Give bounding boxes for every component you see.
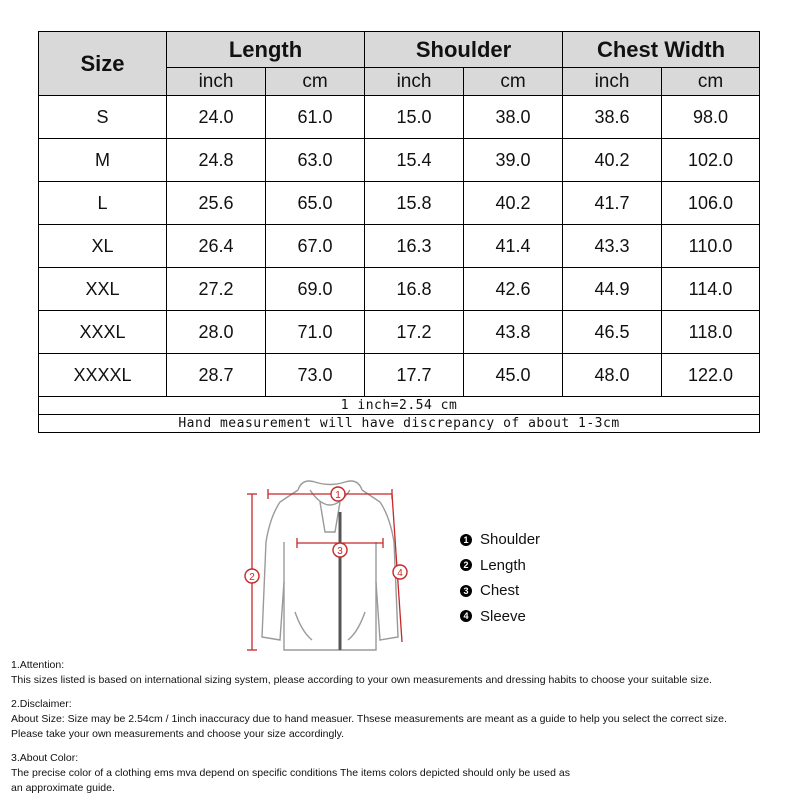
number-2-icon: 2 <box>460 559 472 571</box>
shoulder-inch-cell: 17.2 <box>365 311 464 354</box>
discrepancy-note-row <box>39 415 760 433</box>
svg-text:3: 3 <box>337 546 343 557</box>
marker-3-icon <box>333 543 347 557</box>
chest-header: Chest Width <box>563 32 760 68</box>
length-cm-cell: 65.0 <box>266 182 365 225</box>
notes-section <box>11 658 796 796</box>
size-cell: XXXL <box>39 311 167 354</box>
color-title: 3.About Color: <box>11 752 79 764</box>
shoulder-inch-cell: 16.3 <box>365 225 464 268</box>
chest-cm-cell: 122.0 <box>662 354 760 397</box>
table-row <box>39 311 760 354</box>
unit-cm: cm <box>662 68 760 96</box>
marker-2-icon <box>245 569 259 583</box>
length-inch-cell: 26.4 <box>167 225 266 268</box>
color-text: an approximate guide. <box>11 782 115 794</box>
legend-item <box>460 553 540 579</box>
length-inch-cell: 28.0 <box>167 311 266 354</box>
length-cm-cell: 69.0 <box>266 268 365 311</box>
chest-cm-cell: 118.0 <box>662 311 760 354</box>
discrepancy-note: Hand measurement will have discrepancy of about 1-3cm <box>39 415 760 433</box>
legend-label: Sleeve <box>480 607 526 625</box>
size-cell: XXXXL <box>39 354 167 397</box>
attention-text: This sizes listed is based on international sizing system, please according to your own measurements and dressing habits to choose your suitable size. <box>11 674 712 686</box>
table-row <box>39 139 760 182</box>
disclaimer-text: Please take your own measurements and choose your size accordingly. <box>11 728 345 740</box>
length-cm-cell: 67.0 <box>266 225 365 268</box>
length-inch-cell: 24.0 <box>167 96 266 139</box>
svg-text:2: 2 <box>249 572 255 583</box>
chest-inch-cell: 43.3 <box>563 225 662 268</box>
marker-1-icon <box>331 487 345 501</box>
shoulder-cm-cell: 45.0 <box>464 354 563 397</box>
length-cm-cell: 63.0 <box>266 139 365 182</box>
chest-cm-cell: 114.0 <box>662 268 760 311</box>
length-header: Length <box>167 32 365 68</box>
chest-inch-cell: 44.9 <box>563 268 662 311</box>
size-cell: L <box>39 182 167 225</box>
chest-cm-cell: 102.0 <box>662 139 760 182</box>
svg-text:1: 1 <box>335 490 341 501</box>
color-text: The precise color of a clothing ems mva depend on specific conditions The items colors depicted should only be used as <box>11 767 570 779</box>
shoulder-cm-cell: 38.0 <box>464 96 563 139</box>
size-chart-table <box>38 31 760 433</box>
conversion-note-row <box>39 397 760 415</box>
shoulder-inch-cell: 15.4 <box>365 139 464 182</box>
unit-cm: cm <box>464 68 563 96</box>
shoulder-cm-cell: 43.8 <box>464 311 563 354</box>
shoulder-cm-cell: 41.4 <box>464 225 563 268</box>
marker-4-icon <box>393 565 407 579</box>
shoulder-inch-cell: 16.8 <box>365 268 464 311</box>
measurement-legend <box>460 527 540 629</box>
shoulder-inch-cell: 15.0 <box>365 96 464 139</box>
size-header: Size <box>39 32 167 96</box>
shoulder-cm-cell: 39.0 <box>464 139 563 182</box>
number-3-icon: 3 <box>460 585 472 597</box>
length-cm-cell: 71.0 <box>266 311 365 354</box>
size-cell: XL <box>39 225 167 268</box>
chest-inch-cell: 48.0 <box>563 354 662 397</box>
size-cell: XXL <box>39 268 167 311</box>
disclaimer-text: About Size: Size may be 2.54cm / 1inch inaccuracy due to hand measuer. Thsese measurements are meant as a guide to help you select the correct size. <box>11 713 727 725</box>
table-row <box>39 96 760 139</box>
unit-inch: inch <box>563 68 662 96</box>
chest-inch-cell: 41.7 <box>563 182 662 225</box>
chest-cm-cell: 98.0 <box>662 96 760 139</box>
table-row <box>39 225 760 268</box>
length-cm-cell: 73.0 <box>266 354 365 397</box>
size-cell: M <box>39 139 167 182</box>
legend-label: Chest <box>480 582 520 599</box>
jacket-outline <box>262 481 398 650</box>
legend-item <box>460 527 540 553</box>
chest-inch-cell: 40.2 <box>563 139 662 182</box>
shoulder-inch-cell: 17.7 <box>365 354 464 397</box>
chest-inch-cell: 38.6 <box>563 96 662 139</box>
unit-inch: inch <box>167 68 266 96</box>
svg-text:4: 4 <box>397 568 403 579</box>
attention-title: 1.Attention: <box>11 659 65 671</box>
length-inch-cell: 28.7 <box>167 354 266 397</box>
legend-item <box>460 578 540 604</box>
number-4-icon: 4 <box>460 610 472 622</box>
chest-inch-cell: 46.5 <box>563 311 662 354</box>
chest-cm-cell: 110.0 <box>662 225 760 268</box>
length-inch-cell: 24.8 <box>167 139 266 182</box>
shoulder-inch-cell: 15.8 <box>365 182 464 225</box>
legend-label: Length <box>480 556 526 574</box>
size-cell: S <box>39 96 167 139</box>
length-cm-cell: 61.0 <box>266 96 365 139</box>
unit-cm: cm <box>266 68 365 96</box>
table-row <box>39 354 760 397</box>
legend-label: Shoulder <box>480 531 541 548</box>
unit-inch: inch <box>365 68 464 96</box>
disclaimer-title: 2.Disclaimer: <box>11 698 72 710</box>
shoulder-cm-cell: 42.6 <box>464 268 563 311</box>
shoulder-cm-cell: 40.2 <box>464 182 563 225</box>
length-inch-cell: 25.6 <box>167 182 266 225</box>
conversion-note: 1 inch=2.54 cm <box>39 397 760 415</box>
shoulder-header: Shoulder <box>365 32 563 68</box>
table-row <box>39 182 760 225</box>
chest-cm-cell: 106.0 <box>662 182 760 225</box>
table-row <box>39 268 760 311</box>
header-row <box>39 32 760 68</box>
number-1-icon: 1 <box>460 534 472 546</box>
legend-item <box>460 604 540 630</box>
jacket-measurement-diagram <box>240 472 420 662</box>
length-inch-cell: 27.2 <box>167 268 266 311</box>
